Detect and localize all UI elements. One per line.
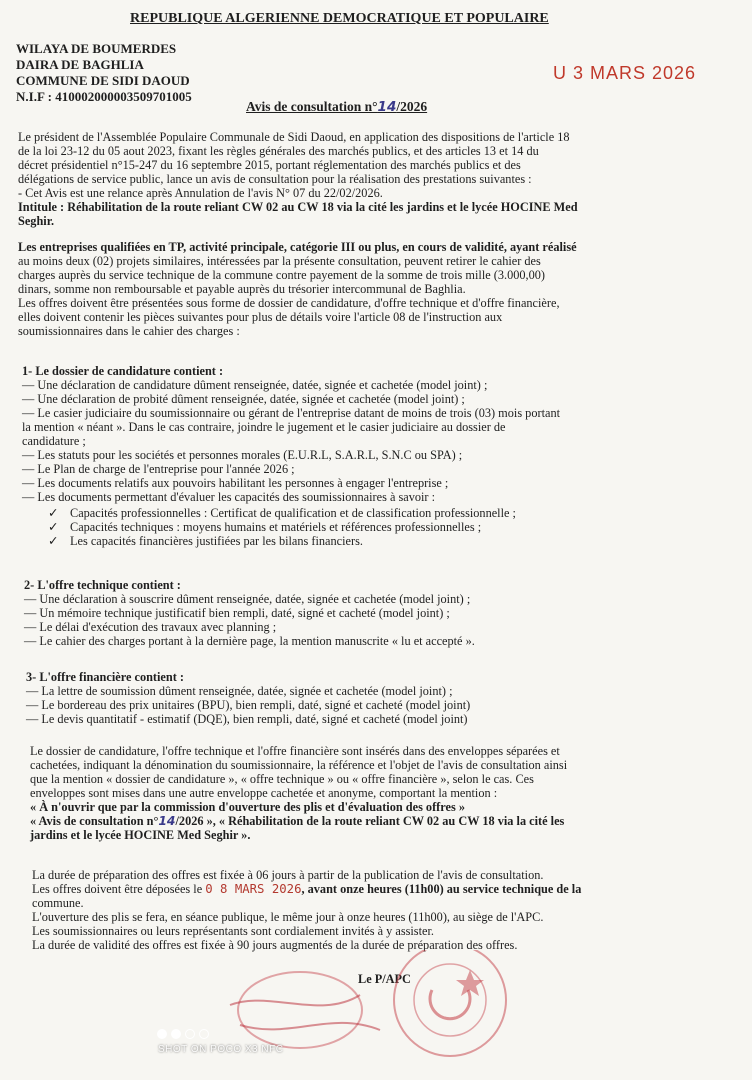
section1-item: candidature ; [22,434,86,448]
checkmark-icon: ✓ [48,506,59,520]
envelope-ref-suffix: /2026 », « Réhabilitation de la route reliant CW 02 au CW 18 via la cité les [175,814,565,828]
nif-label: N.I.F : 410002000003509701005 [16,89,192,104]
section2-item: — Un mémoire technique justificatif bien rempli, daté, signé et cacheté (model joint) ; [24,606,450,620]
capacity-item [48,534,363,548]
capacity-label: Capacités techniques : moyens humains et matériels et références professionnelles ; [70,520,482,534]
closing-line: Les soumissionnaires ou leurs représentants sont cordialement invités à y assister. [32,924,434,938]
section2-title: 2- L'offre technique contient : [24,578,181,592]
capacity-label: Capacités professionnelles : Certificat de qualification et de classification professionnelle ; [70,506,516,520]
envelope-reference-cont: jardins et le lycée HOCINE Med Seghir ». [30,828,251,842]
daira-label: DAIRA DE BAGHLIA [16,57,144,72]
intro-line: délégations de service public, lance un avis de consultation pour la réalisation des prestations suivantes : [18,172,532,186]
deposit-date-stamp: 0 8 MARS 2026 [205,882,302,896]
capacity-label: Les capacités financières justifiées par les bilans financiers. [70,534,363,548]
eligibility-line: charges auprès du service technique de la commune contre payement de la somme de trois mille (3.000,00) [18,268,545,282]
round-stamp-inner [414,964,486,1036]
eligibility-line: dinars, somme non remboursable et payable auprès du trésorier intercommunal de Baghlia. [18,282,466,296]
carousel-dots [157,1026,213,1044]
envelope-ref-number-handwritten: 14 [158,814,176,828]
title-suffix: /2026 [396,99,428,114]
section1-item: — Une déclaration de probité dûment renseignée, datée, signée et cachetée (model joint) ; [22,392,465,406]
section1-item: — Le casier judiciaire du soumissionnaire ou gérant de l'entreprise datant de moins de trois (03) mois portant [22,406,561,420]
title-prefix: Avis de consultation n° [246,99,378,114]
intro-relance: - Cet Avis est une relance après Annulation de l'avis N° 07 du 22/02/2026. [18,186,383,200]
intitule-cont: Seghir. [18,214,55,228]
title-number-handwritten: 14 [377,99,397,115]
envelope-line: Le dossier de candidature, l'offre technique et l'offre financière sont insérés dans des enveloppes séparées et [30,744,560,758]
section2-item: — Une déclaration à souscrire dûment renseignée, datée, signée et cachetée (model joint) ; [24,592,471,606]
section1-item: la mention « néant ». Dans le cas contraire, joindre le jugement et le casier judiciaire au dossier de [22,420,506,434]
envelope-line: enveloppes sont mises dans une autre enveloppe cachetée et anonyme, comportant la mention : [30,786,498,800]
signature-label: Le P/APC [358,972,411,986]
intro-line: de la loi 23-12 du 05 aout 2023, fixant les règles générales des marchés publics, et des articles 13 et 14 du [18,144,539,158]
eligibility-line: elles doivent contenir les pièces suivantes pour plus de détails voire l'article 08 de l'instruction aux [18,310,503,324]
deposit-prefix: Les offres doivent être déposées le [32,882,206,896]
eligibility-line: Les entreprises qualifiées en TP, activité principale, catégorie III ou plus, en cours de validité, ayant réalisé [18,240,577,254]
carousel-dot [185,1029,195,1039]
eligibility-line: au moins deux (02) projets similaires, intéressées par la présente consultation, peuvent retirer le cahier des [18,254,541,268]
section3-item: — La lettre de soumission dûment renseignée, datée, signée et cachetée (model joint) ; [26,684,453,698]
envelope-reference [30,814,564,828]
signature-stroke [230,995,380,1030]
closing-line: La durée de préparation des offres est fixée à 06 jours à partir de la publication de l'avis de consultation. [32,868,544,882]
section3-item: — Le devis quantitatif - estimatif (DQE), bien rempli, daté, signé et cacheté (model joint) [26,712,468,726]
section1-item: — Une déclaration de candidature dûment renseignée, datée, signée et cachetée (model joint) ; [22,378,488,392]
intro-line: Le président de l'Assemblée Populaire Communale de Sidi Daoud, en application des dispositions de l'article 18 [18,130,570,144]
section1-item: — Le Plan de charge de l'entreprise pour l'année 2026 ; [22,462,295,476]
wilaya-label: WILAYA DE BOUMERDES [16,41,177,56]
section3-title: 3- L'offre financière contient : [26,670,184,684]
envelope-line: que la mention « dossier de candidature », « offre technique » ou « offre financière », selon le cas. Ces [30,772,534,786]
section2-item: — Le délai d'exécution des travaux avec planning ; [24,620,277,634]
carousel-dot-active [157,1029,167,1039]
commune-label: COMMUNE DE SIDI DAOUD [16,73,190,88]
section1-item: — Les statuts pour les sociétés et personnes morales (E.U.R.L, S.A.R.L, S.N.C ou SPA) ; [22,448,463,462]
intro-line: décret présidentiel n°15-247 du 16 septembre 2015, portant réglementation des marchés publics et des [18,158,521,172]
date-stamp: U 3 MARS 2026 [553,63,697,83]
envelope-ref-prefix: « Avis de consultation n° [30,814,159,828]
capacity-item [48,506,516,520]
eligibility-line: Les offres doivent être présentées sous forme de dossier de candidature, d'offre technique et d'offre financière, [18,296,560,310]
closing-line: commune. [32,896,84,910]
crescent-emblem [430,990,470,1019]
republic-heading: REPUBLIQUE ALGERIENNE DEMOCRATIQUE ET POPULAIRE [130,11,549,26]
camera-watermark: SHOT ON POCO X3 NFC [158,1044,284,1055]
intitule: Intitule : Réhabilitation de la route reliant CW 02 au CW 18 via la cité les jardins et le lycée HOCINE Med [18,200,578,214]
section2-item: — Le cahier des charges portant à la dernière page, la mention manuscrite « lu et accepté ». [24,634,475,648]
checkmark-icon: ✓ [48,534,59,548]
envelope-mention: « À n'ouvrir que par la commission d'ouverture des plis et d'évaluation des offres » [30,800,465,814]
round-stamp-left [238,972,362,1048]
closing-line: L'ouverture des plis se fera, en séance publique, le même jour à onze heures (11h00), au siège de l'APC. [32,910,544,924]
deposit-suffix: , avant onze heures (11h00) au service technique de la [301,882,582,896]
section1-item: — Les documents relatifs aux pouvoirs habilitant les personnes à engager l'entreprise ; [22,476,449,490]
closing-line: La durée de validité des offres est fixée à 90 jours augmentés de la durée de préparation des offres. [32,938,518,952]
checkmark-icon: ✓ [48,520,59,534]
round-stamp-right [394,950,506,1056]
section1-item: — Les documents permettant d'évaluer les capacités des soumissionnaires à savoir : [22,490,436,504]
page-title [246,100,427,114]
carousel-dot-active [171,1029,181,1039]
carousel-dot [199,1029,209,1039]
section3-item: — Le bordereau des prix unitaires (BPU), bien rempli, daté, signé et cacheté (model joint) [26,698,471,712]
closing-deposit [32,882,581,896]
envelope-line: cachetées, indiquant la dénomination du soumissionnaire, la référence et l'objet de l'avis de consultation ainsi [30,758,568,772]
capacity-item [48,520,481,534]
section1-title: 1- Le dossier de candidature contient : [22,364,224,378]
eligibility-line: soumissionnaires dans le cahier des charges : [18,324,240,338]
